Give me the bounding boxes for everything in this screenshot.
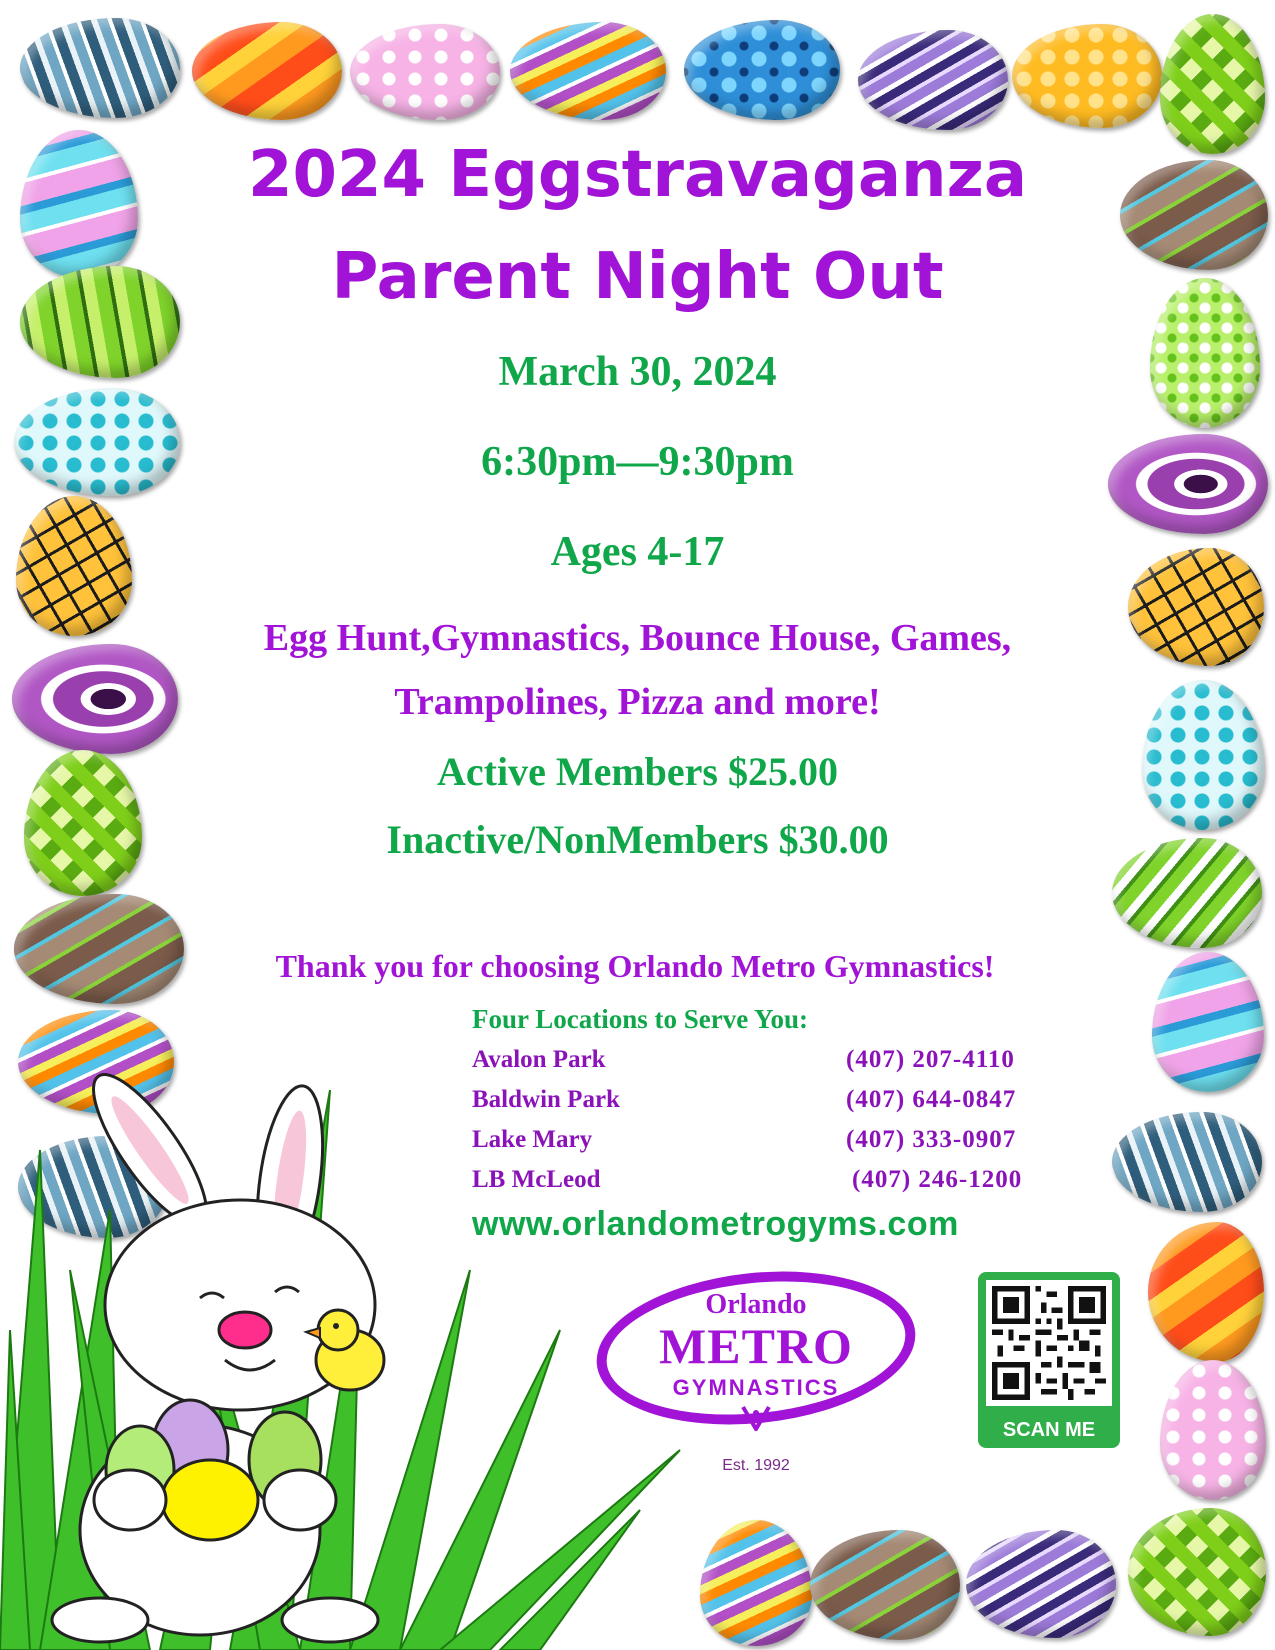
egg-decoration [1148, 1222, 1264, 1362]
egg-decoration [1160, 1360, 1266, 1500]
established-year: Est. 1992 [722, 1457, 790, 1474]
website-link[interactable]: www.orlandometrogyms.com [472, 1205, 959, 1243]
event-ages: Ages 4-17 [550, 529, 725, 575]
price-inactive: Inactive/NonMembers $30.00 [386, 817, 889, 862]
event-date: March 30, 2024 [498, 349, 777, 395]
location-name: Lake Mary [472, 1126, 593, 1153]
price-active: Active Members $25.00 [437, 749, 838, 794]
qr-code-badge[interactable] [978, 1272, 1120, 1448]
event-title: 2024 Eggstravaganza [247, 138, 1028, 212]
egg-decoration [684, 20, 840, 120]
egg-decoration [510, 22, 666, 120]
orlando-metro-logo [596, 1265, 916, 1474]
logo-text: GYMNASTICS [672, 1375, 840, 1400]
scan-me-label: SCAN ME [1002, 1419, 1096, 1441]
location-phone: (407) 333-0907 [846, 1126, 1017, 1153]
egg-decoration [966, 1530, 1116, 1638]
egg-decoration [1112, 1112, 1262, 1212]
logo-text: Orlando [705, 1289, 807, 1320]
locations-heading: Four Locations to Serve You: [472, 1004, 808, 1034]
event-subtitle: Parent Night Out [331, 240, 944, 314]
location-name: Baldwin Park [472, 1086, 620, 1113]
location-phone: (407) 246-1200 [852, 1166, 1023, 1193]
activities-line: Egg Hunt,Gymnastics, Bounce House, Games, [263, 617, 1012, 659]
activities-line: Trampolines, Pizza and more! [394, 681, 881, 723]
event-time: 6:30pm—9:30pm [481, 439, 794, 485]
egg-decoration [20, 18, 180, 118]
location-name: LB McLeod [472, 1166, 601, 1193]
egg-decoration [350, 24, 500, 120]
qr-code-icon[interactable] [986, 1280, 1112, 1406]
egg-decoration [1128, 1508, 1266, 1636]
thank-you-message: Thank you for choosing Orlando Metro Gymnastics! [275, 948, 995, 984]
gymnast-icon [741, 1405, 771, 1431]
location-name: Avalon Park [472, 1046, 606, 1073]
egg-decoration [1160, 14, 1265, 154]
logo-text: METRO [659, 1318, 853, 1374]
egg-decoration [858, 30, 1008, 130]
location-phone: (407) 207-4110 [846, 1046, 1015, 1073]
egg-decoration [1012, 24, 1162, 128]
egg-decoration [192, 22, 342, 120]
location-phone: (407) 644-0847 [846, 1086, 1017, 1113]
egg-decoration [810, 1530, 960, 1640]
